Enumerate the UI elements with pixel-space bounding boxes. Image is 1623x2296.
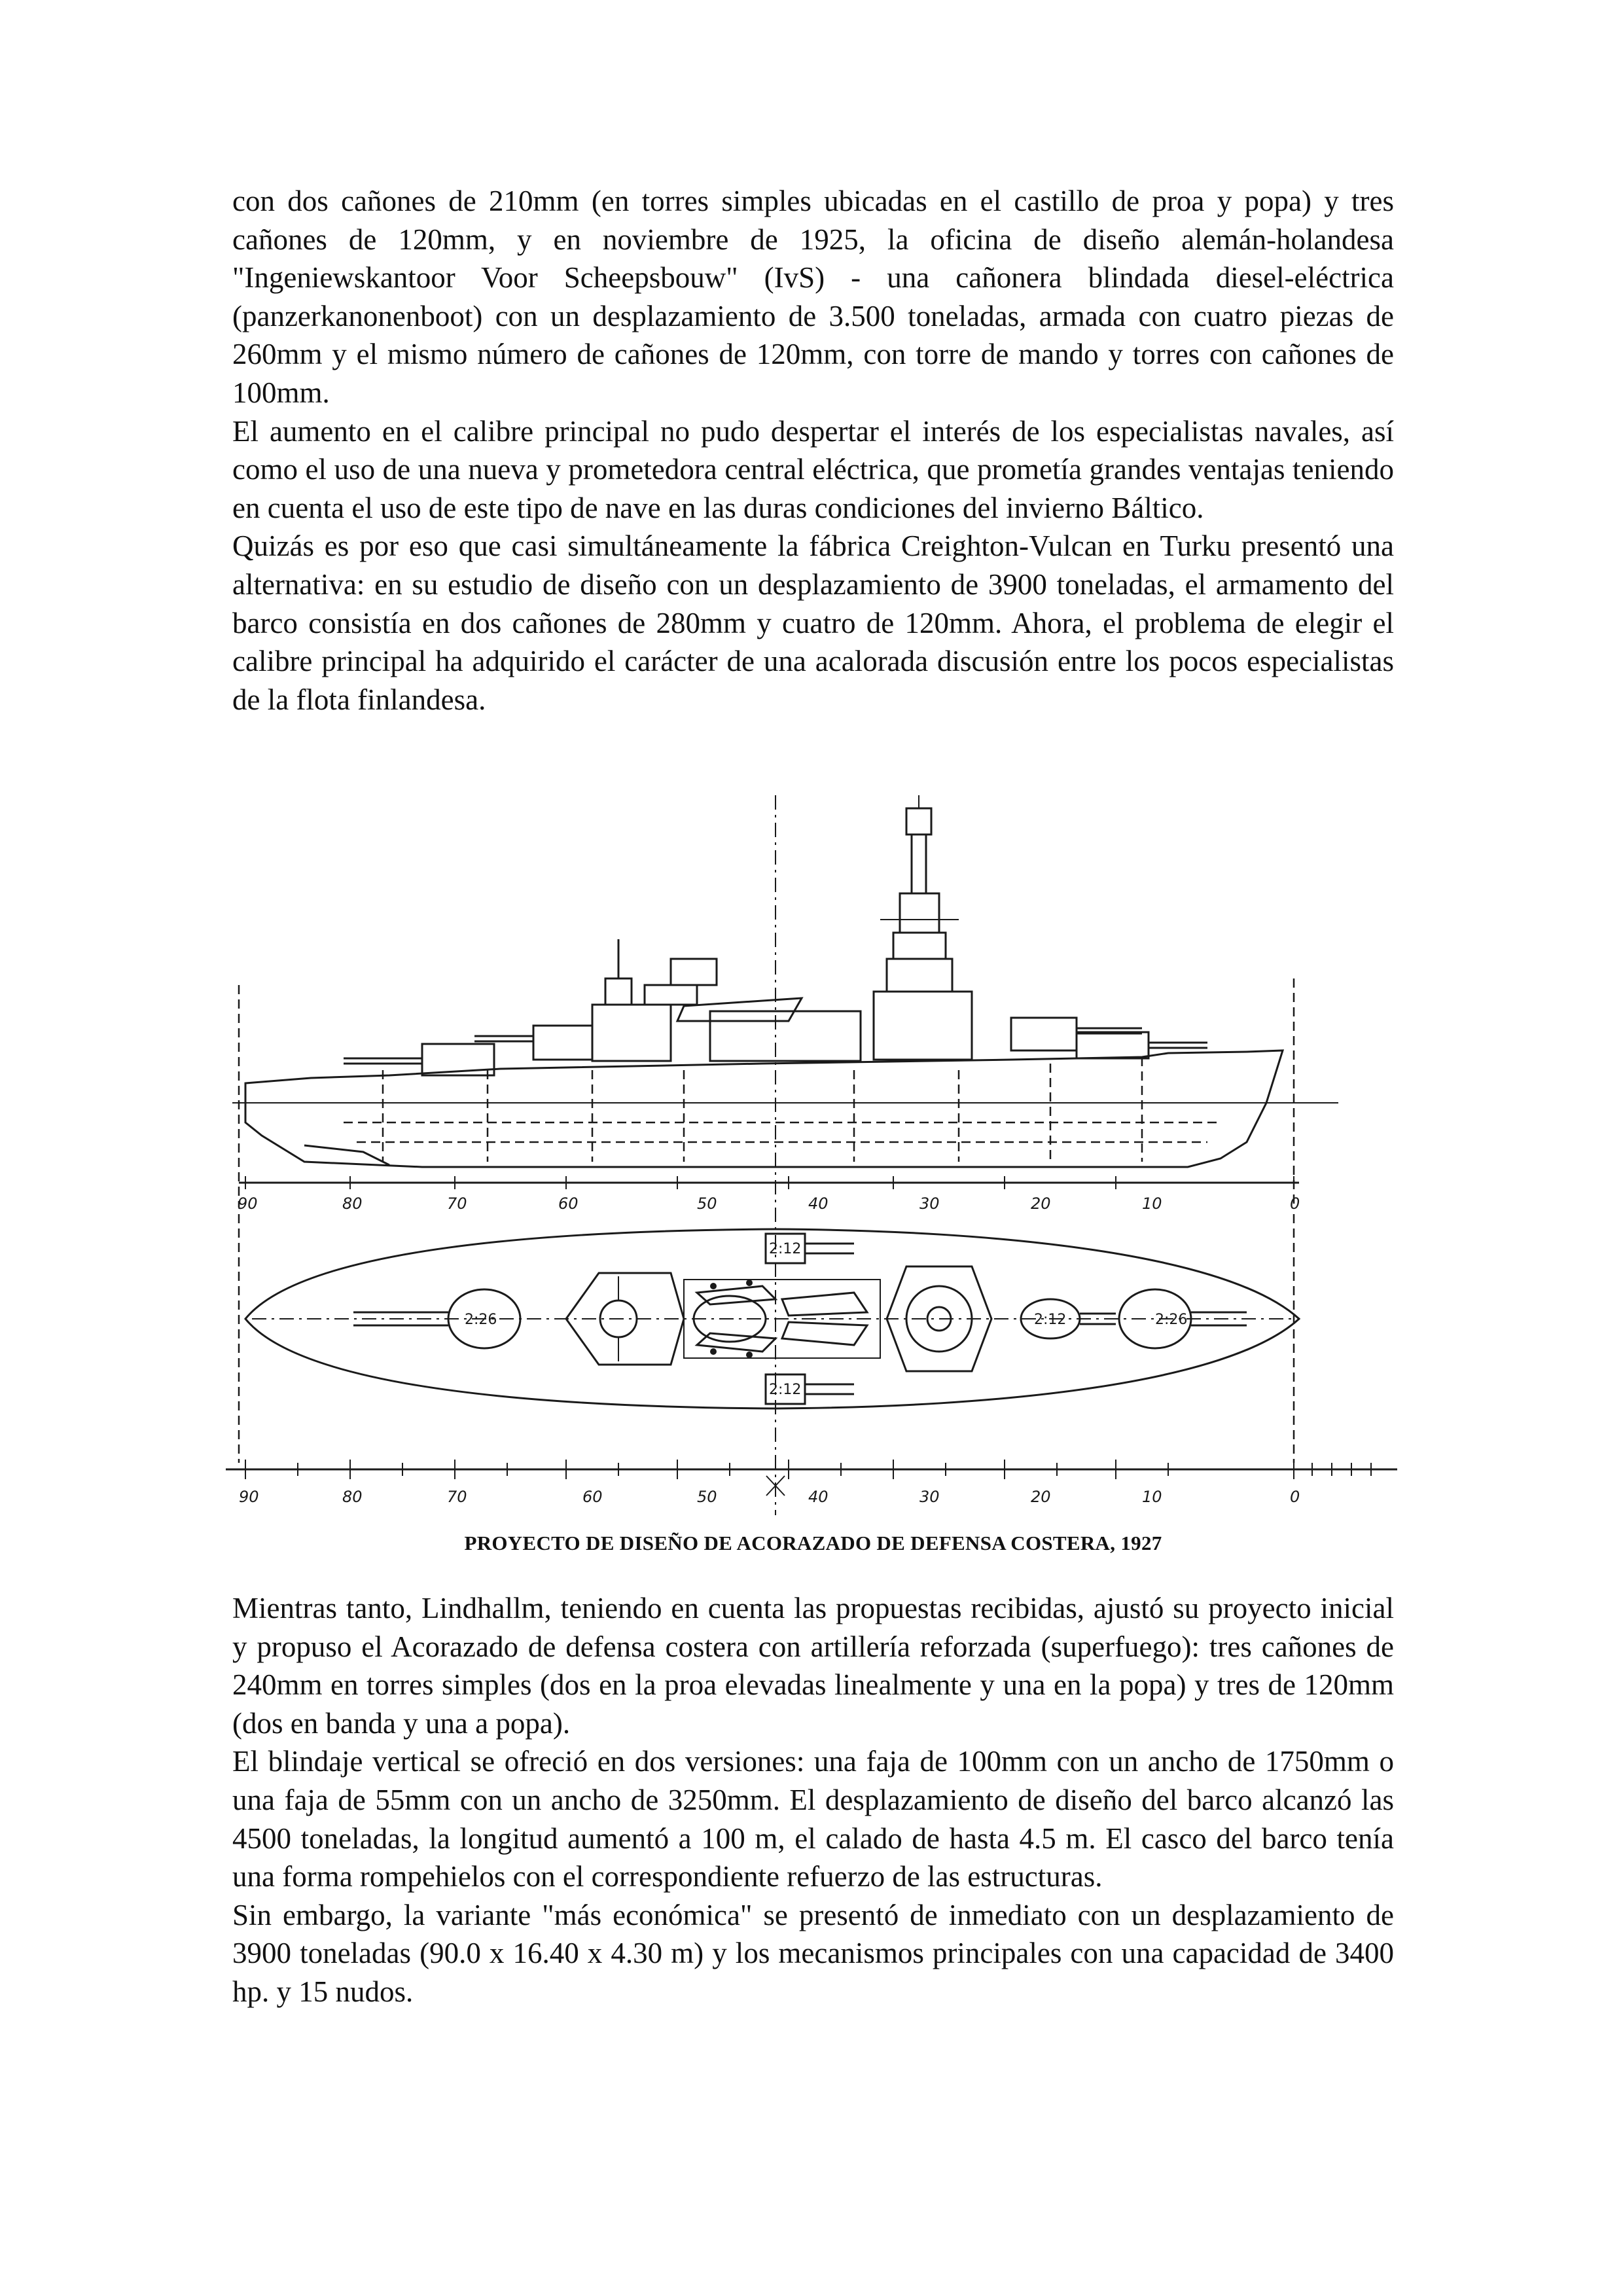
ship-drawing	[226, 795, 1397, 1515]
scale-label: 90	[239, 1488, 259, 1506]
boat-plan	[697, 1286, 776, 1304]
scale-label: 50	[697, 1194, 717, 1213]
scale-label: 70	[447, 1194, 467, 1213]
paragraph: El blindaje vertical se ofreció en dos versiones: una faja de 100mm con un ancho de 1750mm o una faja de 55mm con un ancho de 3250mm. El desplazamiento de diseño del barco alcanzó las 4500 toneladas, la longitud aumentó a 100 m, el calado de hasta 4.5 m. El casco del barco tenía una forma rompehielos con el correspondiente refuerzo de las estructuras.	[232, 1745, 1394, 1893]
fore-main-turret-side	[1077, 1032, 1149, 1058]
bridge-top	[893, 933, 946, 959]
scale-label: 50	[697, 1488, 717, 1506]
aft-mast-base	[605, 978, 632, 1005]
turret-label: 2:12	[1034, 1312, 1067, 1328]
paragraph: con dos cañones de 210mm (en torres simples ubicadas en el castillo de proa y popa) y tres cañones de 120mm, y en noviembre de 1925, la oficina de diseño alemán-holandesa "Ingeniewskantoor Voor Scheepsbouw" (IvS) - una cañonera blindada diesel-eléctrica (panzerkanonenboot) con un desplazamiento de 3.500 toneladas, armada con cuatro piezas de 260mm y el mismo número de cañones de 120mm, con torre de mando y torres con cañones de 100mm.	[232, 185, 1394, 409]
paragraph: Quizás es por eso que casi simultáneamente la fábrica Creighton-Vulcan en Turku presentó una alternativa: en su estudio de diseño con un desplazamiento de 3900 toneladas, el armamento del barco consistía en dos cañones de 280mm y cuatro de 120mm. Ahora, el problema de elegir el calibre principal ha adquirido el carácter de una acalorada discusión entre los pocos especialistas de la flota finlandesa.	[232, 529, 1394, 716]
boat-plan	[782, 1293, 867, 1316]
turret-label: 2:26	[1155, 1312, 1188, 1328]
side-scale-labels	[238, 1194, 1300, 1213]
boat-plan	[782, 1322, 867, 1345]
figure-caption: PROYECTO DE DISEÑO DE ACORAZADO DE DEFENSA COSTERA, 1927	[464, 1532, 1162, 1554]
boat-plan	[697, 1333, 776, 1352]
scale-label: 30	[919, 1488, 940, 1506]
scale-label: 20	[1031, 1194, 1051, 1213]
paragraph: El aumento en el calibre principal no pudo despertar el interés de los especialistas navales, así como el uso de una nueva y prometedora central eléctrica, que prometía grandes ventajas teniendo en cuenta el uso de este tipo de nave en las duras condiciones del invierno Báltico.	[232, 414, 1394, 524]
paragraph: Mientras tanto, Lindhallm, teniendo en cuenta las propuestas recibidas, ajustó su proyecto inicial y propuso el Acorazado de defensa costera con artillería reforzada (superfuego): tres cañones de 240mm en torres simples (dos en la proa elevadas linealmente y una en la popa) y tres de 120mm (dos en banda y una a popa).	[232, 1592, 1394, 1740]
scale-label: 40	[808, 1194, 829, 1213]
aft-secondary-turret-side	[533, 1026, 592, 1060]
hull-outline	[245, 1050, 1283, 1167]
scale-label: 60	[582, 1488, 603, 1506]
scale-label: 30	[919, 1194, 940, 1213]
scale-label: 40	[808, 1488, 829, 1506]
funnel-top	[645, 985, 697, 1005]
frame-dashes	[383, 1057, 1142, 1162]
scale-label: 80	[342, 1194, 363, 1213]
bridge-deck	[887, 959, 952, 992]
bridge-superstructure	[874, 992, 972, 1060]
turret-label: 2:12	[769, 1382, 802, 1398]
funnel	[671, 959, 717, 985]
mast-top	[906, 808, 931, 834]
closing-text	[232, 1589, 1394, 2011]
scale-label: 70	[447, 1488, 467, 1506]
scale-label: 0	[1290, 1194, 1300, 1213]
midship-superstructure	[710, 1011, 861, 1061]
ship-drawing-figure	[226, 795, 1397, 1515]
scale-label: 0	[1290, 1488, 1300, 1506]
fore-superfiring-turret-side	[1011, 1018, 1077, 1050]
scale-label: 90	[238, 1194, 258, 1213]
scale-label: 20	[1031, 1488, 1051, 1506]
scale-label: 10	[1142, 1488, 1162, 1506]
scale-label: 80	[342, 1488, 363, 1506]
plan-view	[226, 1214, 1397, 1506]
plan-scale-labels	[239, 1488, 1300, 1506]
scale-label: 60	[558, 1194, 579, 1213]
fire-control-tower	[900, 893, 939, 933]
side-view-profile	[232, 795, 1338, 1515]
turret-label: 2:12	[769, 1241, 802, 1257]
aft-superstructure	[592, 1005, 671, 1061]
paragraph: Sin embargo, la variante "más económica" se presentó de inmediato con un desplazamiento de 3900 toneladas (90.0 x 16.40 x 4.30 m) y los mecanismos principales con una capacidad de 3400 hp. y 15 nudos.	[232, 1898, 1394, 2008]
turret-label: 2:26	[465, 1312, 497, 1328]
intro-text	[232, 182, 1394, 719]
scale-label: 10	[1142, 1194, 1162, 1213]
